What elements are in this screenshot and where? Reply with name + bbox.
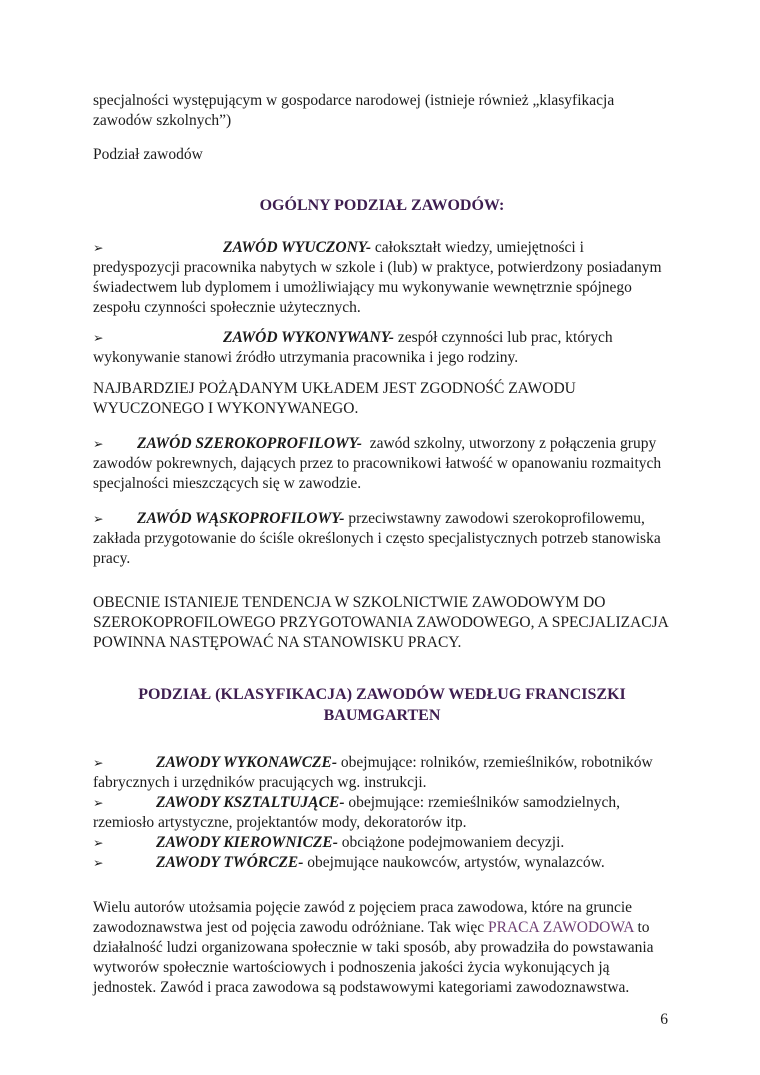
arrow-bullet-icon: ➢ xyxy=(93,795,104,810)
bullet-definition: zawód szkolny, utworzony z połączenia grupy zawodów pokrewnych, dających przez to pracownikowi łatwość w opanowaniu rozmaitych specjalności mieszczących się w zawodzie. xyxy=(93,435,662,492)
bullet-term: ZAWODY KIEROWNICZE- xyxy=(156,834,338,851)
bullet-item-zawody-wykonawcze xyxy=(93,753,671,793)
bullet-item-zawody-tworcze xyxy=(93,853,671,873)
bullet-term: ZAWODY WYKONAWCZE- xyxy=(156,754,338,771)
bullet-term: ZAWÓD SZEROKOPROFILOWY- xyxy=(137,435,362,452)
bullet-item-zawod-szerokoprofilowy xyxy=(93,434,671,494)
bullet-term: ZAWÓD WĄSKOPROFILOWY- xyxy=(137,510,345,527)
arrow-bullet-icon: ➢ xyxy=(93,240,104,255)
accent-praca-zawodowa: PRACA ZAWODOWA xyxy=(488,919,634,936)
closing-text-before: Wielu autorów utożsamia pojęcie zawód z pojęciem praca zawodowa, które na gruncie zawodoznawstwa jest od pojęcia zawodu odróżniane. Tak więc xyxy=(93,899,633,936)
bullet-definition: obejmujące: rzemieślników samodzielnych, rzemiosło artystyczne, projektantów mody, dekoratorów itp. xyxy=(93,794,620,831)
bullet-definition: przeciwstawny zawodowi szerokoprofilowemu, zakłada przygotowanie do ściśle określonych i często specjalistycznych potrzeb stanowiska pracy. xyxy=(93,510,661,567)
bullet-item-zawody-ksztaltujace xyxy=(93,793,671,833)
bullet-definition: całokształt wiedzy, umiejętności i predyspozycji pracownika nabytych w szkole i (lub) w praktyce, potwierdzony posiadanym świadectwem lub dyplomem i umożliwiający mu wykonywanie wewnętrznie spójnego zespołu czynności społecznie użytecznych. xyxy=(93,239,662,316)
arrow-bullet-icon: ➢ xyxy=(93,835,104,850)
document-subtitle: Podział zawodów xyxy=(93,146,203,163)
intro-paragraph: specjalności występującym w gospodarce narodowej (istnieje również „klasyfikacja zawodów szkolnych”) xyxy=(93,92,615,129)
bullet-term: ZAWODY TWÓRCZE- xyxy=(156,854,304,871)
uppercase-note-tendencja: OBECNIE ISTANIEJE TENDENCJA W SZKOLNICTWIE ZAWODOWYM DO SZEROKOPROFILOWEGO PRZYGOTOWANIA ZAWODOWEGO, A SPECJALIZACJA POWINNA NASTĘPOWAĆ NA STANOWISKU PRACY. xyxy=(93,594,668,651)
arrow-bullet-icon: ➢ xyxy=(93,755,104,770)
section1-heading: OGÓLNY PODZIAŁ ZAWODÓW: xyxy=(259,197,505,214)
bullet-definition: obciążone podejmowaniem decyzji. xyxy=(341,834,565,851)
bullet-definition: obejmujące naukowców, artystów, wynalazców. xyxy=(307,854,605,871)
bullet-term: ZAWODY KSZTALTUJĄCE- xyxy=(156,794,345,811)
bullet-definition: zespół czynności lub prac, których wykonywanie stanowi źródło utrzymania pracownika i jego rodziny. xyxy=(93,329,613,366)
bullet-term: ZAWÓD WYKONYWANY- xyxy=(223,329,394,346)
arrow-bullet-icon: ➢ xyxy=(93,855,104,870)
closing-paragraph xyxy=(93,898,671,998)
bullet-item-zawod-wykonywany xyxy=(93,328,671,368)
bullet-definition: obejmujące: rolników, rzemieślników, robotników fabrycznych i urzędników pracujących wg. instrukcji. xyxy=(93,754,653,791)
uppercase-note-zgodnosc: NAJBARDZIEJ POŻĄDANYM UKŁADEM JEST ZGODNOŚĆ ZAWODU WYUCZONEGO I WYKONYWANEGO. xyxy=(93,380,576,417)
page-number: 6 xyxy=(660,1011,668,1028)
bullet-term: ZAWÓD WYUCZONY- xyxy=(223,239,371,256)
arrow-bullet-icon: ➢ xyxy=(93,330,104,345)
bullet-item-zawod-wyuczony xyxy=(93,238,671,318)
arrow-bullet-icon: ➢ xyxy=(93,511,104,526)
bullet-item-zawody-kierownicze xyxy=(93,833,671,853)
arrow-bullet-icon: ➢ xyxy=(93,436,104,451)
bullet-item-zawod-waskoprofilowy xyxy=(93,509,671,569)
document-content xyxy=(93,91,671,998)
section2-heading: PODZIAŁ (KLASYFIKACJA) ZAWODÓW WEDŁUG FRANCISZKI BAUMGARTEN xyxy=(138,686,626,724)
closing-text-after: to działalność ludzi organizowana społecznie w taki sposób, aby prowadziła do powstawania wytworów społecznie wartościowych i podnoszenia jakości życia wykonujących ją jednostek. Zawód i praca zawodowa są podstawowymi kategoriami zawodoznawstwa. xyxy=(93,919,654,996)
baumgarten-bullet-list xyxy=(93,753,671,873)
